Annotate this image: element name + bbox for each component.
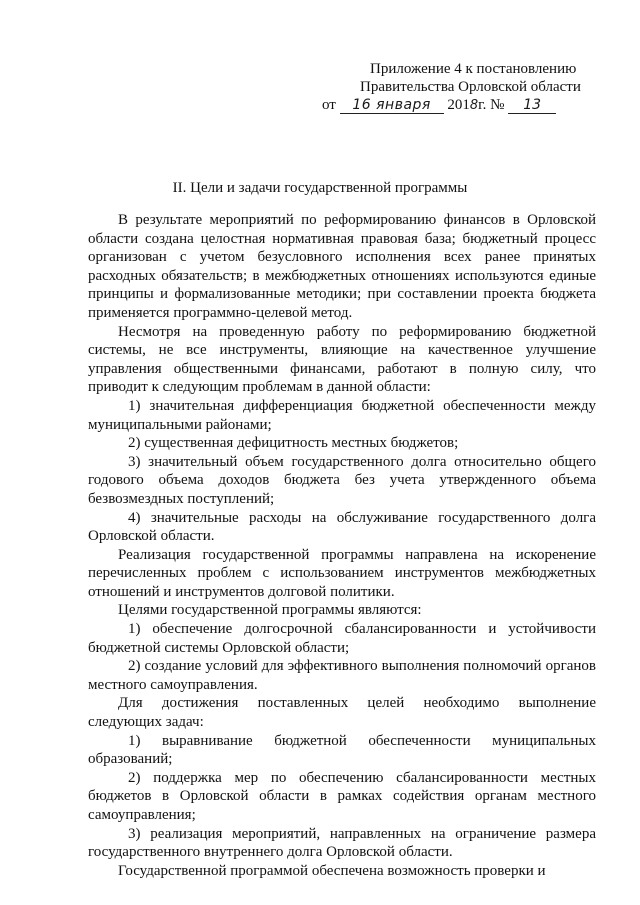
list-item-paragraph: 1) выравнивание бюджетной обеспеченности муниципальных образований;: [88, 732, 596, 768]
list-item-paragraph: 1) обеспечение долгосрочной сбалансированности и устойчивости бюджетной системы Орловской области;: [88, 621, 596, 656]
body-paragraph: Реализация государственной программы направлена на искоренение перечисленных проблем с использованием инструментов межбюджетных отношений и инструментов долговой политики.: [88, 546, 596, 600]
list-item-paragraph: 4) значительные расходы на обслуживание государственного долга Орловской области.: [88, 509, 596, 545]
appendix-line-1: Приложение 4 к постановлению: [370, 61, 577, 77]
from-label: от: [322, 97, 336, 113]
body-paragraph: Несмотря на проведенную работу по реформированию бюджетной системы, не все инструменты, влияющие на качественное улучшение управления общественными финансами, работают в полную силу, что приводит к следующим проблемам в данной области:: [88, 323, 596, 396]
list-item-paragraph: 2) существенная дефицитность местных бюджетов;: [128, 435, 459, 452]
list-item-paragraph: 2) поддержка мер по обеспечению сбалансированности местных бюджетов в Орловской области в рамках содействия органам местного самоуправления;: [88, 769, 596, 823]
list-item-paragraph: 1) значительная дифференциация бюджетной обеспеченности между муниципальными районами;: [88, 397, 596, 433]
body-paragraph: Государственной программой обеспечена возможность проверки и: [118, 862, 546, 879]
body-paragraph: В результате мероприятий по реформированию финансов в Орловской области создана целостная нормативная правовая база; бюджетный процесс организован с учетом безусловного исполнения всех ранее принятых расходных обязательств; в межбюджетных отношениях используются единые принципы и формализованные методики; при составлении проекта бюджета применяется программно-целевой метод.: [88, 212, 596, 321]
year-suffix: г. №: [478, 97, 505, 113]
appendix-date-line: [322, 96, 594, 114]
appendix-header: [322, 60, 594, 114]
body-paragraph: Для достижения поставленных целей необходимо выполнение следующих задач:: [88, 695, 596, 731]
document-body: [88, 211, 596, 880]
appendix-line-2: Правительства Орловской области: [360, 79, 581, 95]
year-prefix: 201: [447, 97, 470, 113]
list-item-paragraph: 3) значительный объем государственного долга относительно общего годового объема доходов бюджета без учета утвержденного объема безвозмездных поступлений;: [88, 453, 596, 507]
section-title: II. Цели и задачи государственной программы: [172, 180, 468, 196]
handwritten-date: 16 января: [340, 97, 444, 114]
handwritten-year-digit: 8: [469, 98, 479, 113]
body-paragraph: Целями государственной программы являются:: [118, 602, 422, 619]
handwritten-number: 13: [508, 97, 556, 114]
list-item-paragraph: 2) создание условий для эффективного выполнения полномочий органов местного самоуправления.: [88, 658, 596, 693]
list-item-paragraph: 3) реализация мероприятий, направленных на ограничение размера государственного внутреннего долга Орловской области.: [88, 825, 596, 861]
